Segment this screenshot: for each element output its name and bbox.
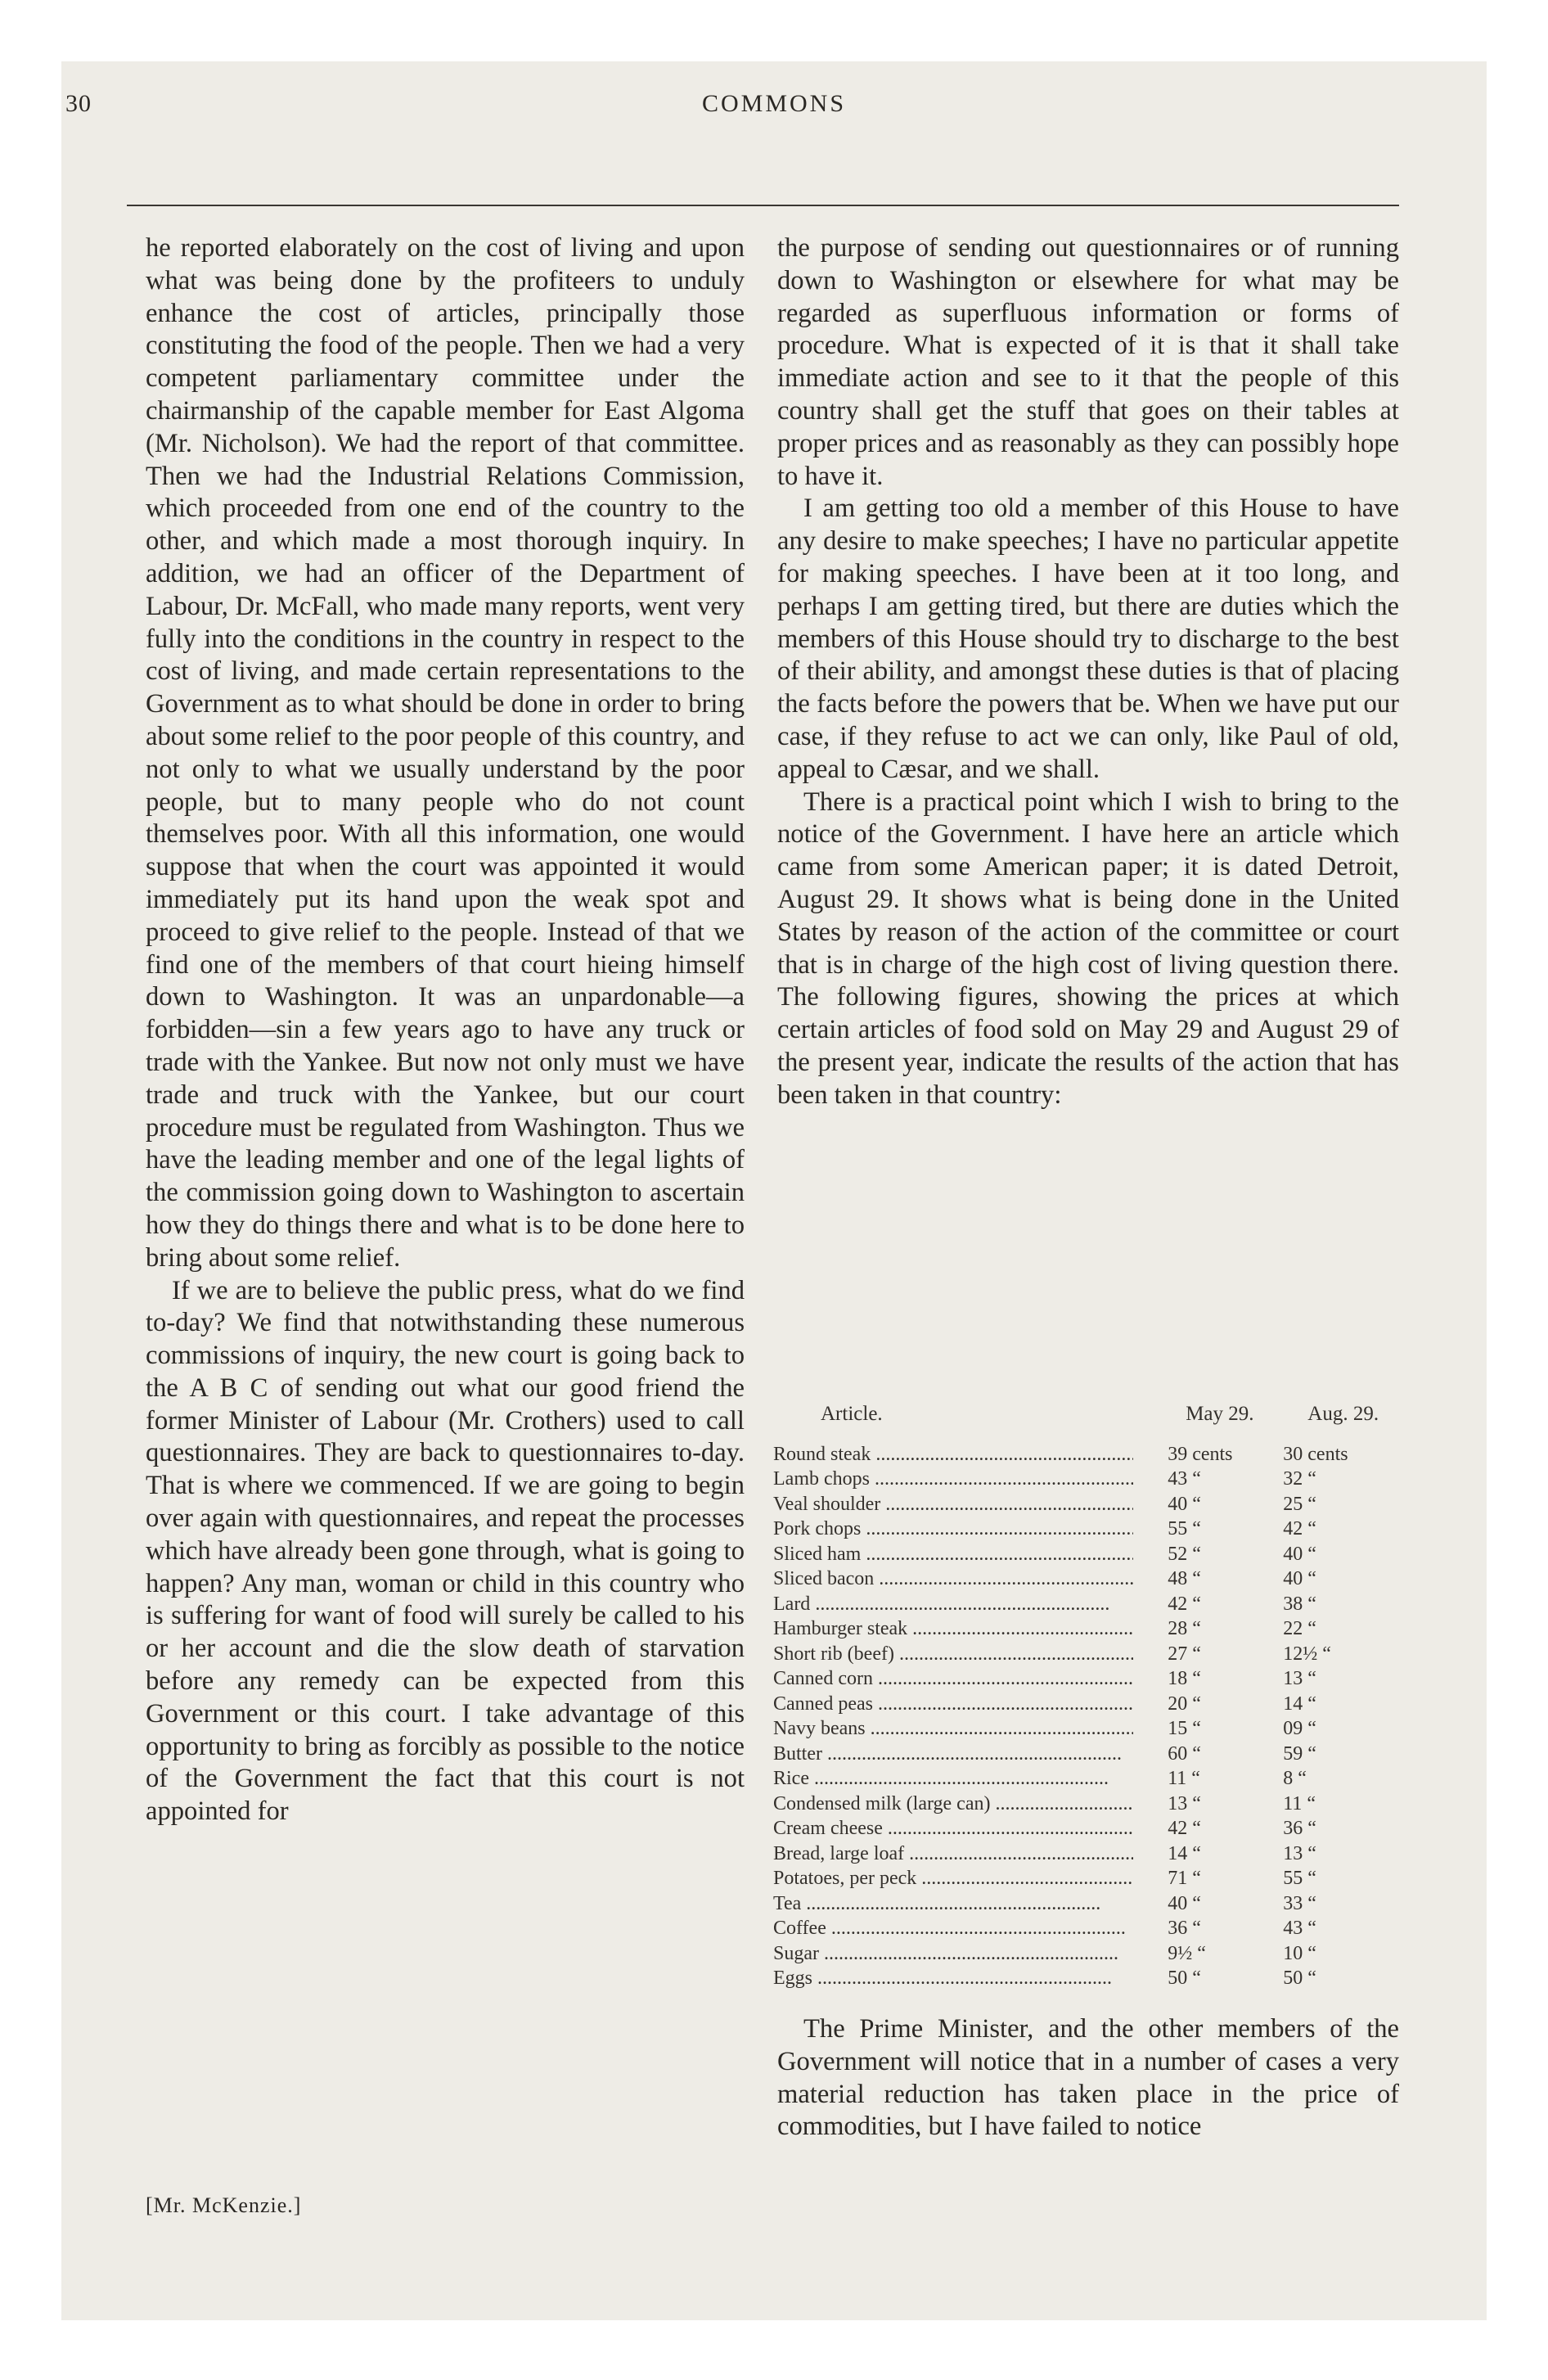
- article-label: Sliced bacon .....: [773, 1566, 1133, 1592]
- may-price-cell: 27 “: [1168, 1643, 1201, 1665]
- paragraph: If we are to believe the public press, what do we find to-day? We find that notwithstanding these numerous commissions of inquiry, the new court is going back to the A B C of sending out what our good friend the former Minister of Labour (Mr. Crothers) used to call questionnaires. They are back to questionnaires to-day. That is where we commenced. If we are going to begin over again with questionnaires, and repeat the processes which have already been gone through, what is going to happen? Any man, woman or child in this country who is suffering for want of food will surely be called to his or her account and die the slow death of starvation before any remedy can be expected from this Government or this court. I take advantage of this opportunity to bring as forcibly as possible to the notice of the Government the fact that this court is not appointed for: [146, 1275, 745, 1827]
- may-price-cell: 60 “: [1168, 1742, 1201, 1765]
- table-row: [773, 1542, 1403, 1567]
- aug-price-cell: 8 “: [1283, 1768, 1307, 1789]
- table-row: [773, 1941, 1403, 1967]
- article-label: Condensed milk (large can) .....: [773, 1792, 1133, 1817]
- aug-price-cell: 38 “: [1283, 1593, 1316, 1615]
- article-cell: [773, 1616, 1168, 1642]
- aug-price-cell: 55 “: [1283, 1868, 1316, 1889]
- may-price-cell: 71 “: [1168, 1868, 1201, 1889]
- table-row: [773, 1616, 1403, 1642]
- may-price-cell: 9½ “: [1168, 1942, 1206, 1964]
- article-label: Eggs .....: [773, 1966, 1133, 1991]
- aug-price-cell: 22 “: [1283, 1618, 1316, 1639]
- article-label: Sugar .....: [773, 1941, 1133, 1967]
- table-row: [773, 1467, 1403, 1492]
- header-rule: [127, 205, 1399, 206]
- paragraph: I am getting too old a member of this House to have any desire to make speeches; I have no particular appetite for making speeches. I have been at it too long, and perhaps I am getting tired, but there are duties which the members of this House should try to discharge to the best of their ability, and amongst these duties is that of placing the facts before the powers that be. When we have put our case, if they refuse to act we can only, like Paul of old, appeal to Cæsar, and we shall.: [777, 494, 1399, 784]
- may-price-cell: 13 “: [1168, 1792, 1201, 1814]
- table-row: [773, 1442, 1403, 1467]
- table-row: [773, 1666, 1403, 1692]
- column-header-may: May 29.: [1186, 1403, 1254, 1425]
- page-number: 30: [65, 90, 92, 117]
- aug-price-cell: 13 “: [1283, 1842, 1316, 1864]
- table-row: [773, 1692, 1403, 1717]
- may-price-cell: 42 “: [1168, 1593, 1201, 1615]
- paragraph: There is a practical point which I wish to bring to the notice of the Government. I have here an article which came from some American paper; it is dated Detroit, August 29. It shows what is being done in the United States by reason of the action of the committee or court that is in charge of the high cost of living question there. The following figures, showing the prices at which certain articles of food sold on May 29 and August 29 of the present year, indicate the results of the action that has been taken in that country:: [777, 787, 1399, 1110]
- may-price-cell: 52 “: [1168, 1543, 1201, 1565]
- table-row: [773, 1716, 1403, 1742]
- may-price-cell: 50 “: [1168, 1968, 1201, 1989]
- aug-price-cell: 25 “: [1283, 1493, 1316, 1515]
- aug-price-cell: 36 “: [1283, 1818, 1316, 1839]
- column-header-article: Article.: [821, 1403, 883, 1425]
- may-price-cell: 40 “: [1168, 1493, 1201, 1515]
- article-cell: [773, 1542, 1168, 1567]
- table-row: [773, 1566, 1403, 1592]
- table-row: [773, 1742, 1403, 1767]
- article-label: Canned peas .....: [773, 1692, 1133, 1717]
- aug-price-cell: 33 “: [1283, 1892, 1316, 1914]
- may-price-cell: 55 “: [1168, 1518, 1201, 1539]
- article-label: Navy beans .....: [773, 1716, 1133, 1742]
- table-row: [773, 1816, 1403, 1841]
- article-cell: [773, 1467, 1168, 1492]
- article-label: Pork chops .....: [773, 1517, 1133, 1542]
- table-row: [773, 1966, 1403, 1991]
- table-row: [773, 1841, 1403, 1867]
- article-cell: [773, 1742, 1168, 1767]
- table-row: [773, 1766, 1403, 1792]
- article-cell: [773, 1566, 1168, 1592]
- article-cell: [773, 1792, 1168, 1817]
- may-price-cell: 42 “: [1168, 1818, 1201, 1839]
- aug-price-cell: 09 “: [1283, 1718, 1316, 1739]
- article-label: Coffee .....: [773, 1916, 1133, 1941]
- article-label: Butter .....: [773, 1742, 1133, 1767]
- aug-price-cell: 43 “: [1283, 1918, 1316, 1939]
- article-label: Lamb chops .....: [773, 1467, 1133, 1492]
- aug-price-cell: 32 “: [1283, 1468, 1316, 1490]
- table-row: [773, 1492, 1403, 1517]
- article-label: Round steak .....: [773, 1442, 1133, 1467]
- table-header-row: [773, 1401, 1403, 1442]
- article-label: Tea .....: [773, 1891, 1133, 1917]
- may-price-cell: 39 cents: [1168, 1443, 1233, 1465]
- aug-price-cell: 13 “: [1283, 1668, 1316, 1689]
- article-label: Canned corn .....: [773, 1666, 1133, 1692]
- article-cell: [773, 1492, 1168, 1517]
- may-price-cell: 20 “: [1168, 1693, 1201, 1715]
- aug-price-cell: 11 “: [1283, 1792, 1316, 1814]
- article-label: Potatoes, per peck .....: [773, 1866, 1133, 1891]
- table-row: [773, 1517, 1403, 1542]
- column-header-aug: Aug. 29.: [1307, 1403, 1379, 1425]
- article-cell: [773, 1592, 1168, 1617]
- may-price-cell: 48 “: [1168, 1568, 1201, 1589]
- aug-price-cell: 10 “: [1283, 1942, 1316, 1964]
- aug-price-cell: 14 “: [1283, 1693, 1316, 1715]
- paragraph: he reported elaborately on the cost of living and upon what was being done by the profiteers to unduly enhance the cost of articles, principally those constituting the food of the people. Then we had a very competent parliamentary committee under the chairmanship of the capable member for East Algoma (Mr. Nicholson). We had the report of that committee. Then we had the Industrial Relations Commission, which proceeded from one end of the country to the other, and which made a most thorough inquiry. In addition, we had an officer of the Department of Labour, Dr. McFall, who made many reports, went very fully into the conditions in the country in respect to the cost of living, and made certain representations to the Government as to what should be done in order to bring about some relief to the poor people of this country, and not only to what we usually understand by the poor people, but to many people who do not count themselves poor. With all this information, one would suppose that when the court was appointed it would immediately put its hand upon the weak spot and proceed to give relief to the people. Instead of that we find one of the members of that court hieing himself down to Washington. It was an unpardonable—a forbidden—sin a few years ago to have any truck or trade with the Yankee. But now not only must we have trade and truck with the Yankee, but our court procedure must be regulated from Washington. Thus we have the leading member and one of the legal lights of the commission going down to Washington to ascertain how they do things there and what is to be done here to bring about some relief.: [146, 233, 745, 1273]
- article-label: Veal shoulder .....: [773, 1492, 1133, 1517]
- article-label: Cream cheese .....: [773, 1816, 1133, 1841]
- article-cell: [773, 1841, 1168, 1867]
- left-column: [146, 232, 745, 1828]
- article-label: Short rib (beef) .....: [773, 1642, 1133, 1667]
- aug-price-cell: 12½ “: [1283, 1643, 1331, 1665]
- may-price-cell: 14 “: [1168, 1842, 1201, 1864]
- closing-paragraph: The Prime Minister, and the other members of the Government will notice that in a number of cases a very material reduction has taken place in the price of commodities, but I have failed to notice: [777, 2014, 1399, 2142]
- table-row: [773, 1916, 1403, 1941]
- aug-price-cell: 40 “: [1283, 1543, 1316, 1565]
- article-label: Rice .....: [773, 1766, 1133, 1792]
- article-label: Sliced ham .....: [773, 1542, 1133, 1567]
- table-row: [773, 1891, 1403, 1917]
- article-cell: [773, 1941, 1168, 1967]
- article-cell: [773, 1966, 1168, 1991]
- may-price-cell: 40 “: [1168, 1892, 1201, 1914]
- price-table: [773, 1401, 1403, 1991]
- may-price-cell: 43 “: [1168, 1468, 1201, 1490]
- article-cell: [773, 1716, 1168, 1742]
- may-price-cell: 15 “: [1168, 1718, 1201, 1739]
- aug-price-cell: 40 “: [1283, 1568, 1316, 1589]
- aug-price-cell: 50 “: [1283, 1968, 1316, 1989]
- table-row: [773, 1792, 1403, 1817]
- aug-price-cell: 59 “: [1283, 1742, 1316, 1765]
- article-cell: [773, 1766, 1168, 1792]
- aug-price-cell: 30 cents: [1283, 1443, 1348, 1465]
- article-label: Hamburger steak .....: [773, 1616, 1133, 1642]
- article-label: Lard .....: [773, 1592, 1133, 1617]
- right-column: [777, 232, 1399, 1112]
- article-cell: [773, 1442, 1168, 1467]
- article-cell: [773, 1666, 1168, 1692]
- running-head: COMMONS: [701, 90, 847, 117]
- speaker-note: [Mr. McKenzie.]: [146, 2193, 302, 2217]
- may-price-cell: 18 “: [1168, 1668, 1201, 1689]
- table-row: [773, 1642, 1403, 1667]
- may-price-cell: 36 “: [1168, 1918, 1201, 1939]
- article-cell: [773, 1642, 1168, 1667]
- may-price-cell: 28 “: [1168, 1618, 1201, 1639]
- article-cell: [773, 1891, 1168, 1917]
- article-cell: [773, 1866, 1168, 1891]
- table-row: [773, 1866, 1403, 1891]
- paragraph: the purpose of sending out questionnaires or of running down to Washington or elsewhere for what may be regarded as superfluous information or forms of procedure. What is expected of it is that it shall take immediate action and see to it that the people of this country shall get the stuff that goes on their tables at proper prices and as reasonably as they can possibly hope to have it.: [777, 233, 1399, 491]
- table-row: [773, 1592, 1403, 1617]
- article-cell: [773, 1816, 1168, 1841]
- aug-price-cell: 42 “: [1283, 1518, 1316, 1539]
- article-cell: [773, 1916, 1168, 1941]
- article-cell: [773, 1517, 1168, 1542]
- may-price-cell: 11 “: [1168, 1768, 1200, 1789]
- article-cell: [773, 1692, 1168, 1717]
- article-label: Bread, large loaf .....: [773, 1841, 1133, 1867]
